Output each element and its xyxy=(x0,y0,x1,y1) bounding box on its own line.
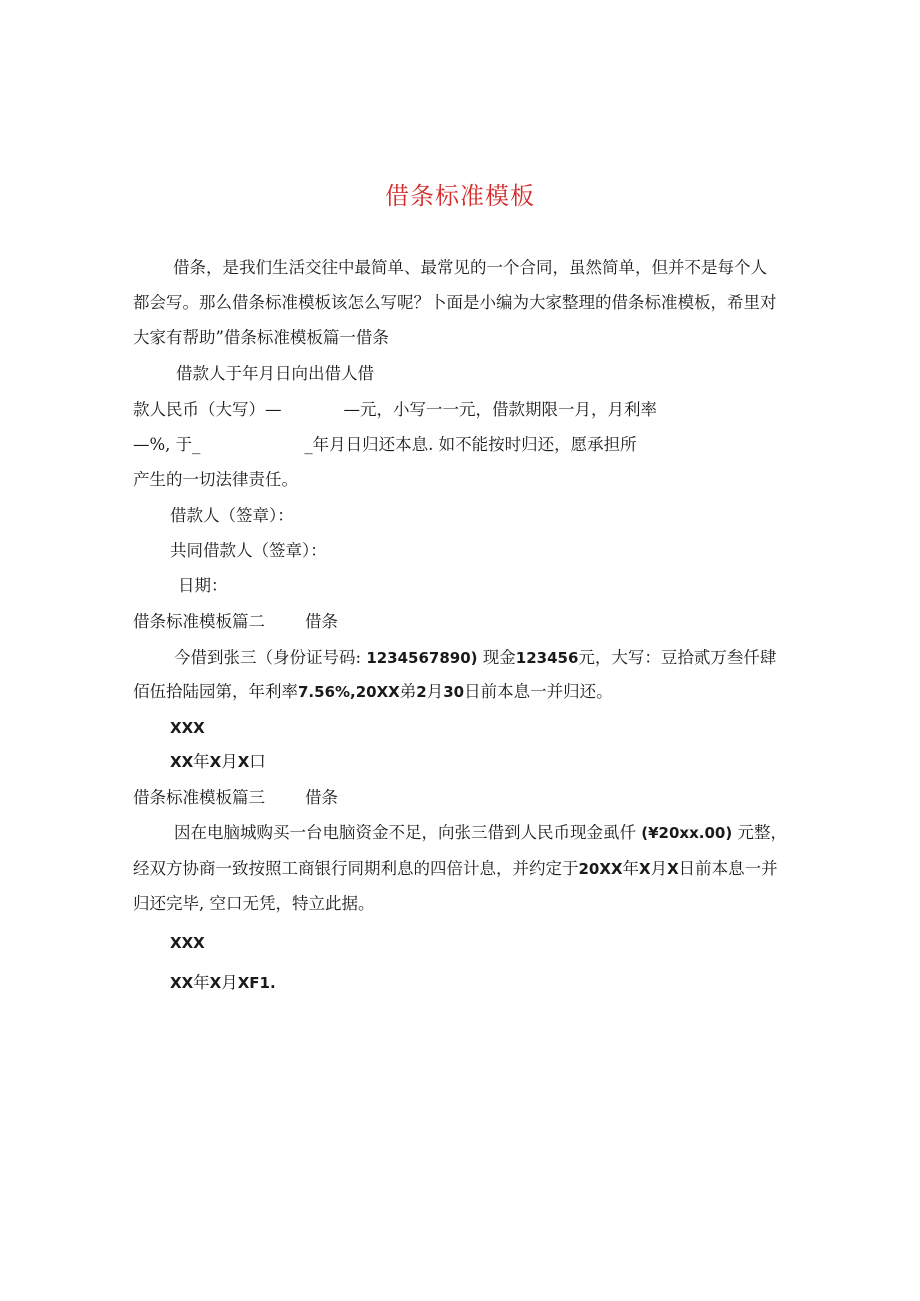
template2-body-1b: 现金 xyxy=(477,648,516,667)
template3-body-line-1 xyxy=(174,822,787,844)
template2-rate: 7.56%,20XX xyxy=(298,683,400,701)
co-borrower-signature-label: 共同借款人（签章）： xyxy=(170,541,327,560)
template2-body-2c: 月 xyxy=(426,682,444,701)
template3-body-2a: 经双方协商一致按照工商银行同期利息的四倍计息，并约定于 xyxy=(133,859,579,878)
template1-line-3 xyxy=(133,434,637,456)
template2-amount: 123456 xyxy=(515,649,579,667)
template1-line-2-part-b: —元，小写一一元，借款期限一月，月利率 xyxy=(343,400,657,419)
template2-body-line-2 xyxy=(133,681,613,703)
template3-day: X xyxy=(667,860,679,878)
page-title: 借条标准模板 xyxy=(385,182,535,210)
template2-date-d: 月 xyxy=(221,752,238,771)
template1-line-3-part-a: —%, 于_ xyxy=(133,435,201,454)
template3-body-2b: 年 xyxy=(622,859,640,878)
template3-signer: XXX xyxy=(170,934,205,952)
template3-amount: (¥20xx.00) xyxy=(641,824,733,842)
template3-body-2d: 日前本息一并 xyxy=(678,859,778,878)
template1-line-3-part-b: _年月日归还本息. 如不能按时归还，愿承担所 xyxy=(304,435,637,454)
intro-line-2: 都会写。那么借条标准模板该怎么写呢？卜面是小编为大家整理的借条标准模板，希里对 xyxy=(133,293,777,312)
template2-date xyxy=(170,751,266,773)
template3-date-a: XX xyxy=(170,974,194,992)
template3-date-e: XF1. xyxy=(237,974,276,992)
template2-body-line-1 xyxy=(174,647,776,669)
template3-date-c: X xyxy=(209,974,222,992)
template2-body-1a: 今借到张三（身份证号码: xyxy=(174,648,367,667)
template2-month: 2 xyxy=(416,683,427,701)
template2-body-2a: 佰伍拾陆园第，年利率 xyxy=(133,682,298,701)
template2-signer: XXX xyxy=(170,719,205,737)
template3-heading xyxy=(133,787,338,809)
intro-line-3: 大家有帮助”借条标准模板篇一借条 xyxy=(133,328,389,347)
template2-body-2d: 日前本息一并归还。 xyxy=(464,682,613,701)
template3-date-d: 月 xyxy=(221,973,238,992)
template3-body-2c: 月 xyxy=(650,859,668,878)
template1-line-2 xyxy=(133,399,657,421)
date-label: 日期： xyxy=(178,576,228,595)
template2-heading-tag: 借条 xyxy=(305,612,338,631)
borrower-signature-label: 借款人（签章）： xyxy=(170,506,294,525)
intro-line-1: 借条，是我们生活交往中最简单、最常见的一个合同，虽然简单，但并不是每个人 xyxy=(173,258,767,277)
template2-date-b: 年 xyxy=(193,752,210,771)
template2-date-f: 口 xyxy=(249,752,266,771)
template2-date-e: X xyxy=(237,753,250,771)
template1-line-2-part-a: 款人民币（大写）— xyxy=(133,400,282,419)
template3-heading-tag: 借条 xyxy=(305,788,338,807)
template3-body-1a: 因在电脑城购买一台电脑资金不足，向张三借到人民币现金虱仟 xyxy=(174,823,642,842)
template3-year: 20XX xyxy=(578,860,623,878)
template1-line-1: 借款人于年月日向出借人借 xyxy=(176,364,374,383)
template3-body-line-3: 归还完毕, 空口无凭，特立此据。 xyxy=(133,894,375,913)
template3-date-b: 年 xyxy=(193,973,210,992)
template2-date-c: X xyxy=(209,753,222,771)
template3-month: X xyxy=(639,860,651,878)
template2-body-1c: 元，大写：豆拾贰万叁仟肆 xyxy=(578,648,777,667)
template1-line-4: 产生的一切法律责任。 xyxy=(133,470,298,489)
template3-heading-text: 借条标准模板篇三 xyxy=(133,788,265,807)
template2-day: 30 xyxy=(443,683,465,701)
template2-heading xyxy=(133,611,338,633)
template2-heading-text: 借条标准模板篇二 xyxy=(133,612,265,631)
template2-date-a: XX xyxy=(170,753,194,771)
template3-date xyxy=(170,972,276,994)
template3-body-1b: 元整， xyxy=(732,823,787,842)
template3-body-line-2 xyxy=(133,858,778,880)
template2-body-2b: 弟 xyxy=(399,682,417,701)
template2-id-number: 1234567890) xyxy=(366,649,478,667)
